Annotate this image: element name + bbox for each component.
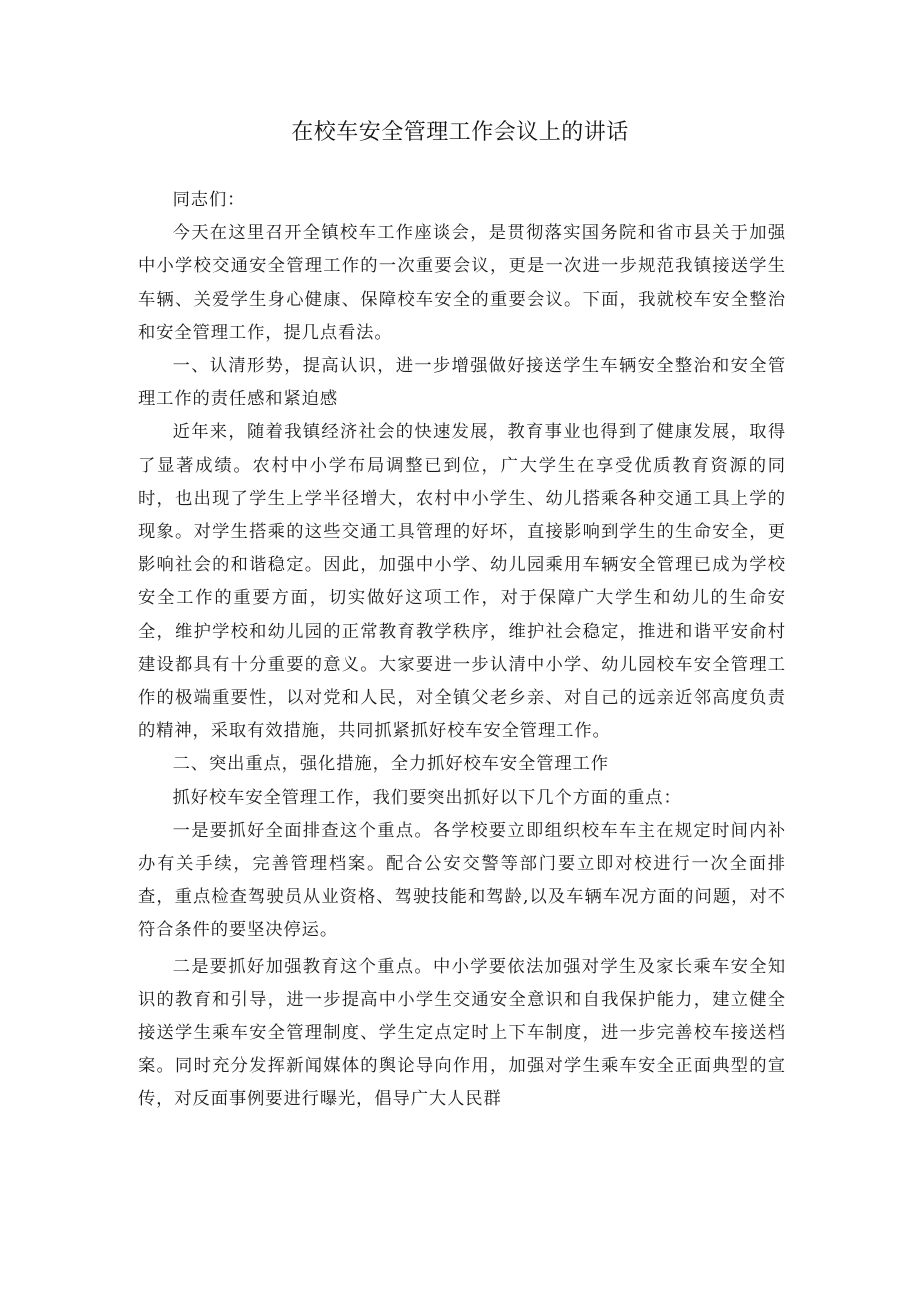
paragraph-salutation: 同志们： — [172, 190, 246, 210]
paragraph-section-2-intro: 抓好校车安全管理工作，我们要突出抓好以下几个方面的重点： — [172, 787, 682, 808]
paragraph-point-1: 一是要抓好全面排查这个重点。各学校要立即组织校车车主在规定时间内补办有关手续，完善管理档案。配合公安交警等部门要立即对校进行一次全面排查，重点检查驾驶员从业资格、驾驶技能和驾龄,以及车辆车况方面的问题，对不符合条件的要坚决停运。 — [138, 820, 786, 941]
heading-section-1: 一、认清形势，提高认识，进一步增强做好接送学生车辆安全整治和安全管理工作的责任感和紧迫感 — [138, 356, 786, 410]
document-title: 在校车安全管理工作会议上的讲话 — [291, 120, 629, 145]
paragraph-point-2: 二是要抓好加强教育这个重点。中小学要依法加强对学生及家长乘车安全知识的教育和引导，进一步提高中小学生交通安全意识和自我保护能力，建立健全接送学生乘车安全管理制度、学生定点定时上下车制度，进一步完善校车接送档案。同时充分发挥新闻媒体的舆论导向作用，加强对学生乘车安全正面典型的宣传，对反面事例要进行曝光，倡导广大人民群 — [138, 956, 786, 1110]
paragraph-opening: 今天在这里召开全镇校车工作座谈会，是贯彻落实国务院和省市县关于加强中小学校交通安全管理工作的一次重要会议，更是一次进一步规范我镇接送学生车辆、关爱学生身心健康、保障校车安全的重要会议。下面，我就校车安全整治和安全管理工作，提几点看法。 — [138, 223, 786, 343]
paragraph-section-1: 近年来，随着我镇经济社会的快速发展，教育事业也得到了健康发展，取得了显著成绩。农村中小学布局调整已到位，广大学生在享受优质教育资源的同时，也出现了学生上学半径增大，农村中小学生、幼儿搭乘各种交通工具上学的现象。对学生搭乘的这些交通工具管理的好坏，直接影响到学生的生命安全，更影响社会的和谐稳定。因此，加强中小学、幼儿园乘用车辆安全管理已成为学校安全工作的重要方面，切实做好这项工作，对于保障广大学生和幼儿的生命安全，维护学校和幼儿园的正常教育教学秩序，维护社会稳定，推进和谐平安俞村建设都具有十分重要的意义。大家要进一步认清中小学、幼儿园校车安全管理工作的极端重要性，以对党和人民，对全镇父老乡亲、对自己的远亲近邻高度负责的精神，采取有效措施，共同抓紧抓好校车安全管理工作。 — [138, 422, 786, 742]
document-body — [138, 184, 786, 1117]
heading-section-2: 二、突出重点，强化措施，全力抓好校车安全管理工作 — [172, 754, 609, 775]
